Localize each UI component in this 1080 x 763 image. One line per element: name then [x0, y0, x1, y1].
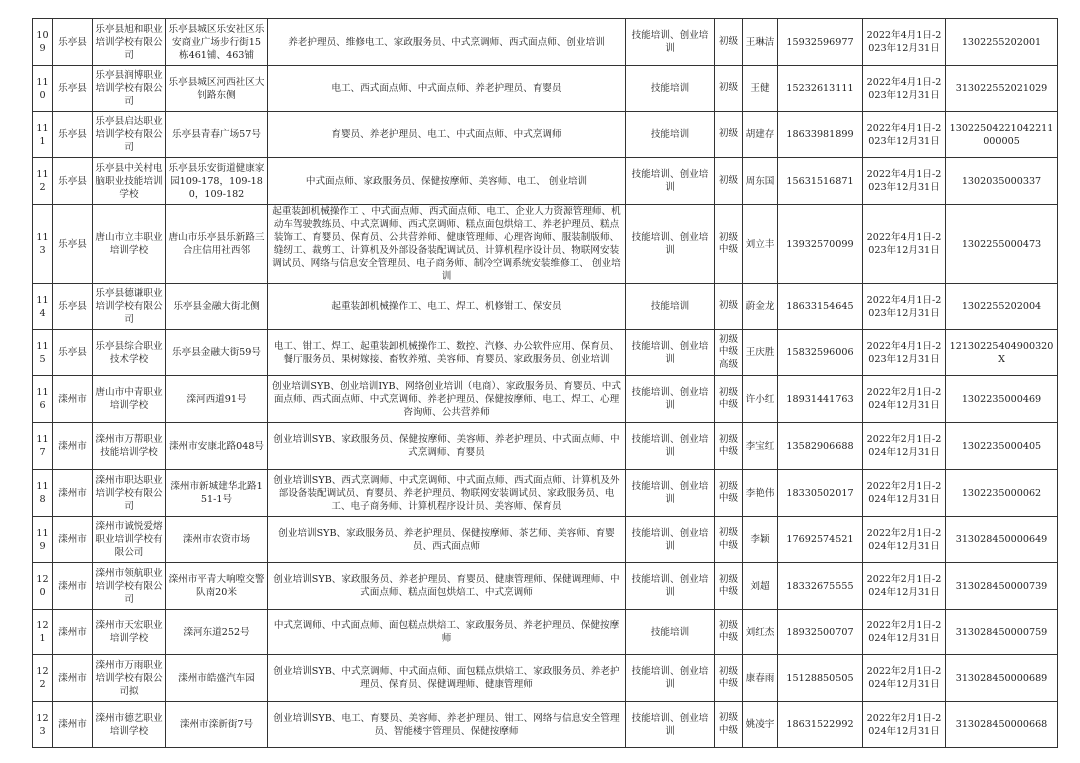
- license-number-cell: 313028450000689: [946, 655, 1058, 702]
- address-cell: 滦州市皓盛汽车园: [166, 655, 268, 702]
- phone-cell: 15631516871: [778, 158, 863, 205]
- school-name-cell: 滦州市职达职业培训学校有限公司: [93, 470, 166, 517]
- table-row: [33, 423, 1058, 470]
- level-cell: 初级 中级: [715, 470, 743, 517]
- training-type-cell: 技能培训、创业培训: [626, 205, 715, 284]
- validity-period-cell: 2022年2月1日-2024年12月31日: [863, 655, 946, 702]
- school-name-cell: 滦州市万雨职业培训学校有限公司拟: [93, 655, 166, 702]
- license-number-cell: 313028450000739: [946, 563, 1058, 610]
- county-cell: 滦州市: [53, 517, 93, 563]
- table-row: [33, 376, 1058, 423]
- license-number-cell: 1302255202004: [946, 284, 1058, 330]
- license-number-cell: 313028450000759: [946, 610, 1058, 655]
- level-cell: 初级 中级: [715, 376, 743, 423]
- phone-cell: 18633154645: [778, 284, 863, 330]
- level-cell: 初级: [715, 66, 743, 112]
- school-name-cell: 乐亭县德谦职业培训学校有限公司: [93, 284, 166, 330]
- license-number-cell: 1302255000473: [946, 205, 1058, 284]
- validity-period-cell: 2022年4月1日-2023年12月31日: [863, 330, 946, 376]
- training-type-cell: 技能培训、创业培训: [626, 330, 715, 376]
- phone-cell: 15932596977: [778, 19, 863, 66]
- training-type-cell: 技能培训、创业培训: [626, 376, 715, 423]
- license-number-cell: 313028450000649: [946, 517, 1058, 563]
- level-cell: 初级 中级: [715, 517, 743, 563]
- row-number: 123: [33, 702, 53, 748]
- phone-cell: 18332675555: [778, 563, 863, 610]
- training-type-cell: 技能培训、创业培训: [626, 423, 715, 470]
- programs-cell: 创业培训SYB、中式烹调师、中式面点师、面包糕点烘焙工、家政服务员、养老护理员、保育员、保健调理师、健康管理师: [268, 655, 626, 702]
- table-row: [33, 112, 1058, 158]
- programs-cell: 创业培训SYB、家政服务员、养老护理员、保健按摩师、茶艺师、美容师、育婴员、西式面点师: [268, 517, 626, 563]
- school-name-cell: 乐亭县综合职业技术学校: [93, 330, 166, 376]
- level-cell: 初级 中级: [715, 610, 743, 655]
- contact-person-cell: 李宝红: [743, 423, 778, 470]
- programs-cell: 中式面点师、家政服务员、保健按摩师、美容师、电工、 创业培训: [268, 158, 626, 205]
- contact-person-cell: 蔚金龙: [743, 284, 778, 330]
- table-row: [33, 517, 1058, 563]
- school-name-cell: 乐亭县中关村电脑职业技能培训学校: [93, 158, 166, 205]
- level-cell: 初级 中级: [715, 563, 743, 610]
- row-number: 110: [33, 66, 53, 112]
- training-type-cell: 技能培训: [626, 284, 715, 330]
- validity-period-cell: 2022年2月1日-2024年12月31日: [863, 517, 946, 563]
- contact-person-cell: 刘红杰: [743, 610, 778, 655]
- programs-cell: 育婴员、养老护理员、电工、中式面点师、中式烹调师: [268, 112, 626, 158]
- table-row: [33, 205, 1058, 284]
- level-cell: 初级: [715, 158, 743, 205]
- programs-cell: 中式烹调师、中式面点师、面包糕点烘焙工、家政服务员、养老护理员、保健按摩师: [268, 610, 626, 655]
- validity-period-cell: 2022年2月1日-2024年12月31日: [863, 376, 946, 423]
- phone-cell: 17692574521: [778, 517, 863, 563]
- phone-cell: 15232613111: [778, 66, 863, 112]
- row-number: 116: [33, 376, 53, 423]
- validity-period-cell: 2022年2月1日-2024年12月31日: [863, 563, 946, 610]
- address-cell: 乐亭县乐安街道健康家园109-178，109-180，109-182: [166, 158, 268, 205]
- license-number-cell: 1302235000062: [946, 470, 1058, 517]
- table-row: [33, 563, 1058, 610]
- license-number-cell: 13022504221042211000005: [946, 112, 1058, 158]
- phone-cell: 13932570099: [778, 205, 863, 284]
- license-number-cell: 1302235000405: [946, 423, 1058, 470]
- phone-cell: 15128850505: [778, 655, 863, 702]
- validity-period-cell: 2022年4月1日-2023年12月31日: [863, 66, 946, 112]
- school-name-cell: 滦州市德艺职业培训学校: [93, 702, 166, 748]
- validity-period-cell: 2022年4月1日-2023年12月31日: [863, 205, 946, 284]
- phone-cell: 18631522992: [778, 702, 863, 748]
- training-type-cell: 技能培训、创业培训: [626, 19, 715, 66]
- programs-cell: 创业培训SYB、电工、育婴员、美容师、养老护理员、钳工、网络与信息安全管理员、智能楼宇管理员、保健按摩师: [268, 702, 626, 748]
- county-cell: 乐亭县: [53, 158, 93, 205]
- contact-person-cell: 王健: [743, 66, 778, 112]
- phone-cell: 18931441763: [778, 376, 863, 423]
- level-cell: 初级 中级: [715, 205, 743, 284]
- address-cell: 滦州市滦新街7号: [166, 702, 268, 748]
- county-cell: 滦州市: [53, 376, 93, 423]
- address-cell: 乐亭县青春广场57号: [166, 112, 268, 158]
- address-cell: 乐亭县金融大街59号: [166, 330, 268, 376]
- contact-person-cell: 李颖: [743, 517, 778, 563]
- contact-person-cell: 王琳洁: [743, 19, 778, 66]
- county-cell: 乐亭县: [53, 66, 93, 112]
- programs-cell: 创业培训SYB、创业培训IYB、网络创业培训（电商）、家政服务员、育婴员、中式面点师、西式面点师、中式烹调师、养老护理员、保健按摩师、电工、焊工、心理咨询师、公共营养师: [268, 376, 626, 423]
- contact-person-cell: 胡建存: [743, 112, 778, 158]
- training-type-cell: 技能培训、创业培训: [626, 702, 715, 748]
- address-cell: 滦州市平青大响嘡交警队南20米: [166, 563, 268, 610]
- address-cell: 乐亭县金融大街北侧: [166, 284, 268, 330]
- phone-cell: 18330502017: [778, 470, 863, 517]
- validity-period-cell: 2022年2月1日-2024年12月31日: [863, 610, 946, 655]
- table-row: [33, 470, 1058, 517]
- phone-cell: 13582906688: [778, 423, 863, 470]
- county-cell: 滦州市: [53, 423, 93, 470]
- contact-person-cell: 刘立丰: [743, 205, 778, 284]
- school-name-cell: 乐亭县启达职业培训学校有限公司: [93, 112, 166, 158]
- validity-period-cell: 2022年2月1日-2024年12月31日: [863, 423, 946, 470]
- training-type-cell: 技能培训、创业培训: [626, 517, 715, 563]
- row-number: 118: [33, 470, 53, 517]
- address-cell: 滦州市农资市场: [166, 517, 268, 563]
- address-cell: 乐亭县城区乐安社区乐安商业广场步行街15栋461铺、463铺: [166, 19, 268, 66]
- level-cell: 初级 中级: [715, 423, 743, 470]
- programs-cell: 创业培训SYB、家政服务员、养老护理员、育婴员、健康管理师、保健调理师、中式面点师、糕点面包烘焙工、中式烹调师: [268, 563, 626, 610]
- license-number-cell: 1302235000469: [946, 376, 1058, 423]
- training-type-cell: 技能培训、创业培训: [626, 563, 715, 610]
- address-cell: 滦州市新城建华北路151-1号: [166, 470, 268, 517]
- table-row: [33, 610, 1058, 655]
- license-number-cell: 313022552021029: [946, 66, 1058, 112]
- table-row: [33, 158, 1058, 205]
- table-row: [33, 702, 1058, 748]
- programs-cell: 电工、钳工、焊工、起重装卸机械操作工、数控、汽修、办公软件应用、保育员、餐厅服务员、果树嫁接、畜牧养殖、美容师、育婴员、家政服务员、创业培训: [268, 330, 626, 376]
- level-cell: 初级: [715, 19, 743, 66]
- validity-period-cell: 2022年4月1日-2023年12月31日: [863, 19, 946, 66]
- phone-cell: 15832596006: [778, 330, 863, 376]
- training-type-cell: 技能培训: [626, 112, 715, 158]
- level-cell: 初级 中级: [715, 702, 743, 748]
- training-type-cell: 技能培训: [626, 66, 715, 112]
- programs-cell: 起重装卸机械操作工 、中式面点师、西式面点师、电工、企业人力资源管理师、机动车驾驶教练员、中式烹调师、西式烹调师、糕点面包烘焙工、养老护理员、糕点装饰工、育婴员、保育员、公共营养师、健康管理师、心理咨询师、服装制版师、缝纫工、裁剪工、计算机及外部设备装配调试员、计算机程序设计员、物联网安装调试员、网络与信息安全管理员、电子商务师、制冷空调系统安装维修工、 创业培训: [268, 205, 626, 284]
- county-cell: 滦州市: [53, 470, 93, 517]
- table-row: [33, 655, 1058, 702]
- validity-period-cell: 2022年4月1日-2023年12月31日: [863, 112, 946, 158]
- license-number-cell: 313028450000668: [946, 702, 1058, 748]
- level-cell: 初级: [715, 284, 743, 330]
- validity-period-cell: 2022年4月1日-2023年12月31日: [863, 158, 946, 205]
- school-name-cell: 滦州市诚悦爱熔职业培训学校有限公司: [93, 517, 166, 563]
- school-name-cell: 乐亭县旭和职业培训学校有限公司: [93, 19, 166, 66]
- validity-period-cell: 2022年2月1日-2024年12月31日: [863, 702, 946, 748]
- table-row: [33, 19, 1058, 66]
- county-cell: 滦州市: [53, 702, 93, 748]
- contact-person-cell: 许小红: [743, 376, 778, 423]
- contact-person-cell: 李艳伟: [743, 470, 778, 517]
- contact-person-cell: 康春雨: [743, 655, 778, 702]
- address-cell: 滦州市安康北路048号: [166, 423, 268, 470]
- school-name-cell: 唐山市立丰职业培训学校: [93, 205, 166, 284]
- address-cell: 滦河东道252号: [166, 610, 268, 655]
- school-name-cell: 乐亭县润博职业培训学校有限公司: [93, 66, 166, 112]
- license-number-cell: 12130225404900320X: [946, 330, 1058, 376]
- county-cell: 乐亭县: [53, 205, 93, 284]
- row-number: 120: [33, 563, 53, 610]
- county-cell: 乐亭县: [53, 284, 93, 330]
- county-cell: 滦州市: [53, 610, 93, 655]
- county-cell: 乐亭县: [53, 19, 93, 66]
- school-name-cell: 滦州市领航职业培训学校有限公司: [93, 563, 166, 610]
- address-cell: 唐山市乐亭县乐新路三合庄信用社西邻: [166, 205, 268, 284]
- level-cell: 初级 中级 高级: [715, 330, 743, 376]
- row-number: 121: [33, 610, 53, 655]
- contact-person-cell: 刘超: [743, 563, 778, 610]
- phone-cell: 18633981899: [778, 112, 863, 158]
- programs-cell: 创业培训SYB、家政服务员、保健按摩师、美容师、养老护理员、中式面点师、中式烹调师、育婴员: [268, 423, 626, 470]
- table-row: [33, 330, 1058, 376]
- row-number: 113: [33, 205, 53, 284]
- training-type-cell: 技能培训、创业培训: [626, 655, 715, 702]
- training-type-cell: 技能培训、创业培训: [626, 158, 715, 205]
- row-number: 119: [33, 517, 53, 563]
- license-number-cell: 1302035000337: [946, 158, 1058, 205]
- row-number: 109: [33, 19, 53, 66]
- validity-period-cell: 2022年2月1日-2024年12月31日: [863, 470, 946, 517]
- county-cell: 乐亭县: [53, 112, 93, 158]
- programs-cell: 创业培训SYB、西式烹调师、中式烹调师、中式面点师、西式面点师、计算机及外部设备装配调试员、育婴员、养老护理员、物联网安装调试员、家政服务员、电工、电子商务师、计算机程序设计员、美容师、保育员: [268, 470, 626, 517]
- county-cell: 滦州市: [53, 655, 93, 702]
- validity-period-cell: 2022年4月1日-2023年12月31日: [863, 284, 946, 330]
- phone-cell: 18932500707: [778, 610, 863, 655]
- row-number: 117: [33, 423, 53, 470]
- programs-cell: 电工、西式面点师、中式面点师、养老护理员、育婴员: [268, 66, 626, 112]
- programs-cell: 养老护理员、维修电工、家政服务员、中式烹调师、西式面点师、创业培训: [268, 19, 626, 66]
- level-cell: 初级 中级: [715, 655, 743, 702]
- programs-cell: 起重装卸机械操作工、电工、焊工、机修钳工、保安员: [268, 284, 626, 330]
- table-row: [33, 284, 1058, 330]
- row-number: 122: [33, 655, 53, 702]
- county-cell: 滦州市: [53, 563, 93, 610]
- contact-person-cell: 王庆胜: [743, 330, 778, 376]
- contact-person-cell: 周东国: [743, 158, 778, 205]
- school-name-cell: 滦州市万帮职业技能培训学校: [93, 423, 166, 470]
- contact-person-cell: 姚凌宇: [743, 702, 778, 748]
- row-number: 112: [33, 158, 53, 205]
- address-cell: 滦河西道91号: [166, 376, 268, 423]
- row-number: 115: [33, 330, 53, 376]
- county-cell: 乐亭县: [53, 330, 93, 376]
- training-schools-table: [32, 18, 1058, 748]
- school-name-cell: 滦州市天宏职业培训学校: [93, 610, 166, 655]
- row-number: 114: [33, 284, 53, 330]
- license-number-cell: 1302255202001: [946, 19, 1058, 66]
- school-name-cell: 唐山市中青职业培训学校: [93, 376, 166, 423]
- training-type-cell: 技能培训: [626, 610, 715, 655]
- address-cell: 乐亭县城区河西社区大钊路东侧: [166, 66, 268, 112]
- row-number: 111: [33, 112, 53, 158]
- level-cell: 初级: [715, 112, 743, 158]
- table-row: [33, 66, 1058, 112]
- training-type-cell: 技能培训、创业培训: [626, 470, 715, 517]
